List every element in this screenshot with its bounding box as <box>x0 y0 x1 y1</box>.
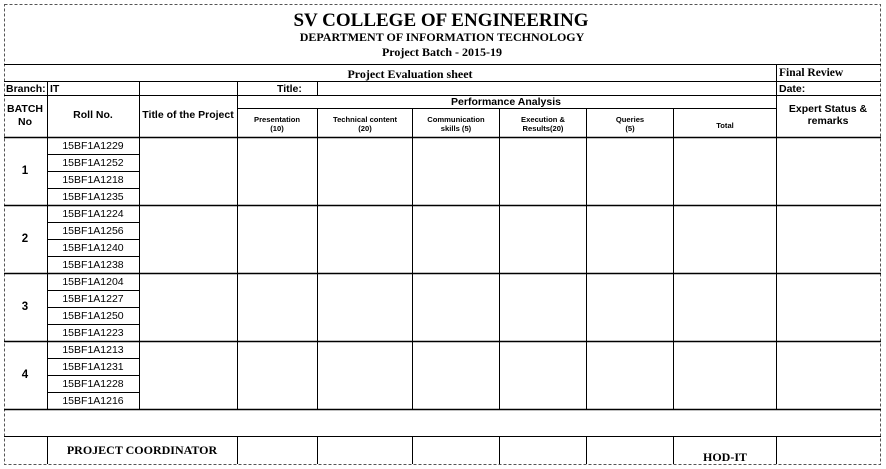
roll-number: 15BF1A1216 <box>62 395 124 407</box>
batch-no-header-line2: No <box>18 116 32 128</box>
batch-year: Project Batch - 2015-19 <box>381 45 503 59</box>
department-name: DEPARTMENT OF INFORMATION TECHNOLOGY <box>299 30 585 44</box>
roll-number: 15BF1A1228 <box>62 378 124 390</box>
roll-number: 15BF1A1218 <box>62 174 124 186</box>
college-name: SV COLLEGE OF ENGINEERING <box>293 10 589 31</box>
branch-label: Branch: <box>6 83 46 95</box>
roll-number: 15BF1A1223 <box>62 327 124 339</box>
total-header: Total <box>716 121 734 130</box>
expert-remarks-header-line2: remarks <box>807 115 849 127</box>
review-label: Final Review <box>779 67 844 79</box>
roll-number: 15BF1A1240 <box>62 242 124 254</box>
execution-results-header: Execution & Results(20) <box>521 115 565 134</box>
roll-number: 15BF1A1213 <box>62 344 124 356</box>
batch-number: 2 <box>21 233 29 245</box>
roll-number: 15BF1A1224 <box>62 208 124 220</box>
project-coordinator-signature: PROJECT COORDINATOR <box>66 443 218 457</box>
roll-number: 15BF1A1227 <box>62 293 124 305</box>
batch-number: 3 <box>21 301 29 313</box>
roll-number: 15BF1A1238 <box>62 259 124 271</box>
batch-number: 1 <box>21 165 29 177</box>
hod-signature: HOD-IT <box>702 450 748 464</box>
technical-content-header: Technical content (20) <box>333 115 397 134</box>
expert-remarks-header-line1: Expert Status & <box>788 103 868 115</box>
roll-number: 15BF1A1252 <box>62 157 124 169</box>
roll-number: 15BF1A1235 <box>62 191 124 203</box>
roll-number: 15BF1A1229 <box>62 140 124 152</box>
presentation-header: Presentation (10) <box>254 115 300 134</box>
roll-no-header: Roll No. <box>73 109 113 121</box>
roll-number: 15BF1A1204 <box>62 276 124 288</box>
performance-analysis-header: Performance Analysis <box>451 96 561 108</box>
batch-number: 4 <box>21 369 29 381</box>
branch-value: IT <box>50 83 60 95</box>
date-label: Date: <box>779 83 806 95</box>
communication-skills-header: Communication skills (5) <box>427 115 485 134</box>
sheet-title: Project Evaluation sheet <box>347 67 473 81</box>
queries-header: Queries (5) <box>615 115 645 134</box>
roll-number: 15BF1A1256 <box>62 225 124 237</box>
roll-number: 15BF1A1250 <box>62 310 124 322</box>
project-title-header: Title of the Project <box>142 109 234 121</box>
title-label: Title: <box>277 83 302 95</box>
batch-no-header-line1: BATCH <box>7 103 43 115</box>
roll-number: 15BF1A1231 <box>62 361 124 373</box>
